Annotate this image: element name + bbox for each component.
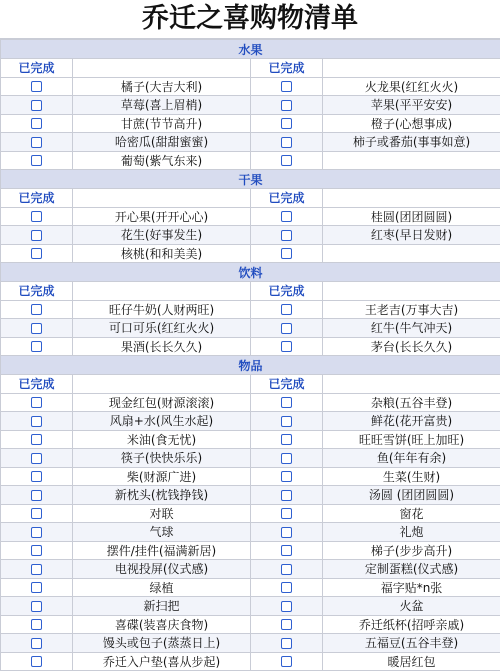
done-checkbox[interactable] xyxy=(281,155,292,166)
item-name: 五福豆(五谷丰登) xyxy=(323,634,500,653)
done-checkbox[interactable] xyxy=(281,304,292,315)
item-name: 杂粮(五谷丰登) xyxy=(323,393,500,412)
done-checkbox[interactable] xyxy=(31,508,42,519)
item-name: 王老吉(万事大吉) xyxy=(323,300,500,319)
checkbox-cell xyxy=(251,467,323,486)
item-name: 火龙果(红红火火) xyxy=(323,77,500,96)
checkbox-cell xyxy=(1,560,73,579)
done-checkbox[interactable] xyxy=(31,81,42,92)
item-name: 开心果(开开心心) xyxy=(73,207,251,226)
item-column-header xyxy=(323,282,500,301)
checkbox-cell xyxy=(1,615,73,634)
section-title: 干果 xyxy=(1,170,500,189)
item-name: 桂圆(团团圆圆) xyxy=(323,207,500,226)
item-name: 筷子(快快乐乐) xyxy=(73,449,251,468)
item-name: 火盆 xyxy=(323,597,500,616)
item-name: 甘蔗(节节高升) xyxy=(73,114,251,133)
checkbox-cell xyxy=(251,151,323,170)
list-item-row xyxy=(1,430,500,449)
checkbox-cell xyxy=(1,652,73,671)
list-item-row xyxy=(1,300,500,319)
section-title: 饮料 xyxy=(1,263,500,282)
checkbox-cell xyxy=(1,467,73,486)
item-name: 红牛(牛气冲天) xyxy=(323,319,500,338)
checkbox-cell xyxy=(251,615,323,634)
checkbox-cell xyxy=(251,300,323,319)
done-checkbox[interactable] xyxy=(281,341,292,352)
checkbox-cell xyxy=(1,393,73,412)
done-checkbox[interactable] xyxy=(31,416,42,427)
done-column-label: 已完成 xyxy=(251,59,323,78)
done-checkbox[interactable] xyxy=(31,230,42,241)
item-name: 鱼(年年有余) xyxy=(323,449,500,468)
item-name: 风扇+水(风生水起) xyxy=(73,412,251,431)
done-checkbox[interactable] xyxy=(281,416,292,427)
section-header xyxy=(1,170,500,189)
done-checkbox[interactable] xyxy=(31,601,42,612)
item-name: 对联 xyxy=(73,504,251,523)
list-item-row xyxy=(1,133,500,152)
item-name: 旺仔牛奶(人财两旺) xyxy=(73,300,251,319)
list-item-row xyxy=(1,151,500,170)
list-item-row xyxy=(1,597,500,616)
item-name: 乔迁入户垫(喜从步起) xyxy=(73,652,251,671)
checkbox-cell xyxy=(1,504,73,523)
checkbox-cell xyxy=(251,578,323,597)
done-checkbox[interactable] xyxy=(281,211,292,222)
done-checkbox[interactable] xyxy=(281,638,292,649)
list-item-row xyxy=(1,393,500,412)
done-column-label: 已完成 xyxy=(251,282,323,301)
done-checkbox[interactable] xyxy=(281,230,292,241)
checkbox-cell xyxy=(1,541,73,560)
checkbox-cell xyxy=(1,430,73,449)
checkbox-cell xyxy=(251,393,323,412)
done-checkbox[interactable] xyxy=(281,81,292,92)
done-checkbox[interactable] xyxy=(31,656,42,667)
done-checkbox[interactable] xyxy=(31,638,42,649)
done-checkbox[interactable] xyxy=(31,397,42,408)
done-checkbox[interactable] xyxy=(281,508,292,519)
checkbox-cell xyxy=(1,412,73,431)
checkbox-cell xyxy=(251,449,323,468)
checkbox-cell xyxy=(1,319,73,338)
checkbox-cell xyxy=(1,449,73,468)
item-name xyxy=(323,151,500,170)
done-checkbox[interactable] xyxy=(31,155,42,166)
item-name: 红枣(早日发财) xyxy=(323,226,500,245)
checkbox-cell xyxy=(251,523,323,542)
done-checkbox[interactable] xyxy=(281,656,292,667)
done-checkbox[interactable] xyxy=(31,323,42,334)
done-checkbox[interactable] xyxy=(281,564,292,575)
item-name: 葡萄(紫气东来) xyxy=(73,151,251,170)
list-item-row xyxy=(1,319,500,338)
done-checkbox[interactable] xyxy=(31,471,42,482)
item-name: 草莓(喜上眉梢) xyxy=(73,96,251,115)
item-name: 橙子(心想事成) xyxy=(323,114,500,133)
list-item-row xyxy=(1,486,500,505)
page-title: 乔迁之喜购物清单 xyxy=(0,0,500,39)
column-header-row xyxy=(1,59,500,78)
checkbox-cell xyxy=(1,523,73,542)
checkbox-cell xyxy=(1,96,73,115)
checkbox-cell xyxy=(251,486,323,505)
done-checkbox[interactable] xyxy=(31,248,42,259)
done-column-label: 已完成 xyxy=(1,59,73,78)
item-name: 柿子或番茄(事事如意) xyxy=(323,133,500,152)
checkbox-cell xyxy=(251,133,323,152)
checkbox-cell xyxy=(251,412,323,431)
done-checkbox[interactable] xyxy=(281,619,292,630)
list-item-row xyxy=(1,634,500,653)
item-name: 乔迁纸杯(招呼亲戚) xyxy=(323,615,500,634)
checkbox-cell xyxy=(1,151,73,170)
item-name: 新扫把 xyxy=(73,597,251,616)
checkbox-cell xyxy=(1,597,73,616)
done-checkbox[interactable] xyxy=(31,490,42,501)
item-name: 现金红包(财源滚滚) xyxy=(73,393,251,412)
done-checkbox[interactable] xyxy=(281,582,292,593)
list-item-row xyxy=(1,578,500,597)
list-item-row xyxy=(1,523,500,542)
list-item-row xyxy=(1,504,500,523)
item-column-header xyxy=(323,189,500,208)
item-name: 米油(食无忧) xyxy=(73,430,251,449)
checkbox-cell xyxy=(1,77,73,96)
done-checkbox[interactable] xyxy=(281,601,292,612)
item-name: 鲜花(花开富贵) xyxy=(323,412,500,431)
checklist-table xyxy=(0,39,500,671)
item-name: 电视投屏(仪式感) xyxy=(73,560,251,579)
list-item-row xyxy=(1,226,500,245)
item-name: 花生(好事发生) xyxy=(73,226,251,245)
list-item-row xyxy=(1,541,500,560)
item-column-header xyxy=(323,59,500,78)
done-checkbox[interactable] xyxy=(31,341,42,352)
item-column-header xyxy=(73,59,251,78)
checkbox-cell xyxy=(251,560,323,579)
item-column-header xyxy=(73,189,251,208)
done-column-label: 已完成 xyxy=(1,375,73,394)
item-name: 气球 xyxy=(73,523,251,542)
item-name: 生菜(生财) xyxy=(323,467,500,486)
done-checkbox[interactable] xyxy=(31,564,42,575)
done-checkbox[interactable] xyxy=(31,100,42,111)
item-name: 橘子(大吉大利) xyxy=(73,77,251,96)
item-name: 旺旺雪饼(旺上加旺) xyxy=(323,430,500,449)
done-checkbox[interactable] xyxy=(281,490,292,501)
list-item-row xyxy=(1,207,500,226)
done-checkbox[interactable] xyxy=(281,100,292,111)
list-item-row xyxy=(1,337,500,356)
checkbox-cell xyxy=(251,226,323,245)
done-checkbox[interactable] xyxy=(281,434,292,445)
item-column-header xyxy=(323,375,500,394)
checkbox-cell xyxy=(251,77,323,96)
list-item-row xyxy=(1,449,500,468)
checkbox-cell xyxy=(1,207,73,226)
checkbox-cell xyxy=(251,541,323,560)
done-column-label: 已完成 xyxy=(251,189,323,208)
section-header xyxy=(1,263,500,282)
item-name: 茅台(长长久久) xyxy=(323,337,500,356)
checkbox-cell xyxy=(251,319,323,338)
checkbox-cell xyxy=(1,486,73,505)
done-checkbox[interactable] xyxy=(281,453,292,464)
done-checkbox[interactable] xyxy=(31,118,42,129)
item-name: 柴(财源广进) xyxy=(73,467,251,486)
checkbox-cell xyxy=(251,114,323,133)
item-column-header xyxy=(73,375,251,394)
checkbox-cell xyxy=(1,114,73,133)
done-checkbox[interactable] xyxy=(31,304,42,315)
item-name: 喜碟(装喜庆食物) xyxy=(73,615,251,634)
done-checkbox[interactable] xyxy=(31,619,42,630)
checkbox-cell xyxy=(1,337,73,356)
item-name: 果酒(长长久久) xyxy=(73,337,251,356)
done-checkbox[interactable] xyxy=(31,582,42,593)
list-item-row xyxy=(1,114,500,133)
done-checkbox[interactable] xyxy=(281,323,292,334)
item-name: 核桃(和和美美) xyxy=(73,244,251,263)
checkbox-cell xyxy=(251,634,323,653)
done-checkbox[interactable] xyxy=(31,545,42,556)
list-item-row xyxy=(1,412,500,431)
done-column-label: 已完成 xyxy=(251,375,323,394)
done-checkbox[interactable] xyxy=(281,527,292,538)
done-column-label: 已完成 xyxy=(1,282,73,301)
done-checkbox[interactable] xyxy=(281,545,292,556)
checkbox-cell xyxy=(251,597,323,616)
list-item-row xyxy=(1,560,500,579)
item-name: 暖居红包 xyxy=(323,652,500,671)
item-name: 福字贴*n张 xyxy=(323,578,500,597)
checkbox-cell xyxy=(1,133,73,152)
item-name: 梯子(步步高升) xyxy=(323,541,500,560)
checkbox-cell xyxy=(251,430,323,449)
done-checkbox[interactable] xyxy=(281,248,292,259)
item-name: 定制蛋糕(仪式感) xyxy=(323,560,500,579)
done-checkbox[interactable] xyxy=(31,137,42,148)
section-title: 水果 xyxy=(1,40,500,59)
column-header-row xyxy=(1,282,500,301)
item-name: 可口可乐(红红火火) xyxy=(73,319,251,338)
checkbox-cell xyxy=(1,226,73,245)
section-header xyxy=(1,356,500,375)
item-name: 汤圆 (团团圆圆) xyxy=(323,486,500,505)
checkbox-cell xyxy=(1,578,73,597)
checkbox-cell xyxy=(1,634,73,653)
list-item-row xyxy=(1,96,500,115)
item-name: 苹果(平平安安) xyxy=(323,96,500,115)
done-checkbox[interactable] xyxy=(281,137,292,148)
item-column-header xyxy=(73,282,251,301)
done-column-label: 已完成 xyxy=(1,189,73,208)
section-header xyxy=(1,40,500,59)
done-checkbox[interactable] xyxy=(281,118,292,129)
done-checkbox[interactable] xyxy=(31,453,42,464)
checkbox-cell xyxy=(251,504,323,523)
list-item-row xyxy=(1,77,500,96)
checkbox-cell xyxy=(251,207,323,226)
checkbox-cell xyxy=(251,337,323,356)
checkbox-cell xyxy=(1,300,73,319)
checkbox-cell xyxy=(1,244,73,263)
list-item-row xyxy=(1,652,500,671)
item-name: 哈密瓜(甜甜蜜蜜) xyxy=(73,133,251,152)
checkbox-cell xyxy=(251,96,323,115)
list-item-row xyxy=(1,615,500,634)
item-name: 摆件/挂件(福满新居) xyxy=(73,541,251,560)
list-item-row xyxy=(1,244,500,263)
section-title: 物品 xyxy=(1,356,500,375)
list-item-row xyxy=(1,467,500,486)
item-name: 新枕头(枕钱挣钱) xyxy=(73,486,251,505)
item-name: 绿植 xyxy=(73,578,251,597)
item-name: 窗花 xyxy=(323,504,500,523)
checkbox-cell xyxy=(251,244,323,263)
column-header-row xyxy=(1,375,500,394)
done-checkbox[interactable] xyxy=(281,397,292,408)
done-checkbox[interactable] xyxy=(31,211,42,222)
item-name: 礼炮 xyxy=(323,523,500,542)
done-checkbox[interactable] xyxy=(281,471,292,482)
checkbox-cell xyxy=(251,652,323,671)
item-name xyxy=(323,244,500,263)
column-header-row xyxy=(1,189,500,208)
done-checkbox[interactable] xyxy=(31,527,42,538)
done-checkbox[interactable] xyxy=(31,434,42,445)
item-name: 馒头或包子(蒸蒸日上) xyxy=(73,634,251,653)
